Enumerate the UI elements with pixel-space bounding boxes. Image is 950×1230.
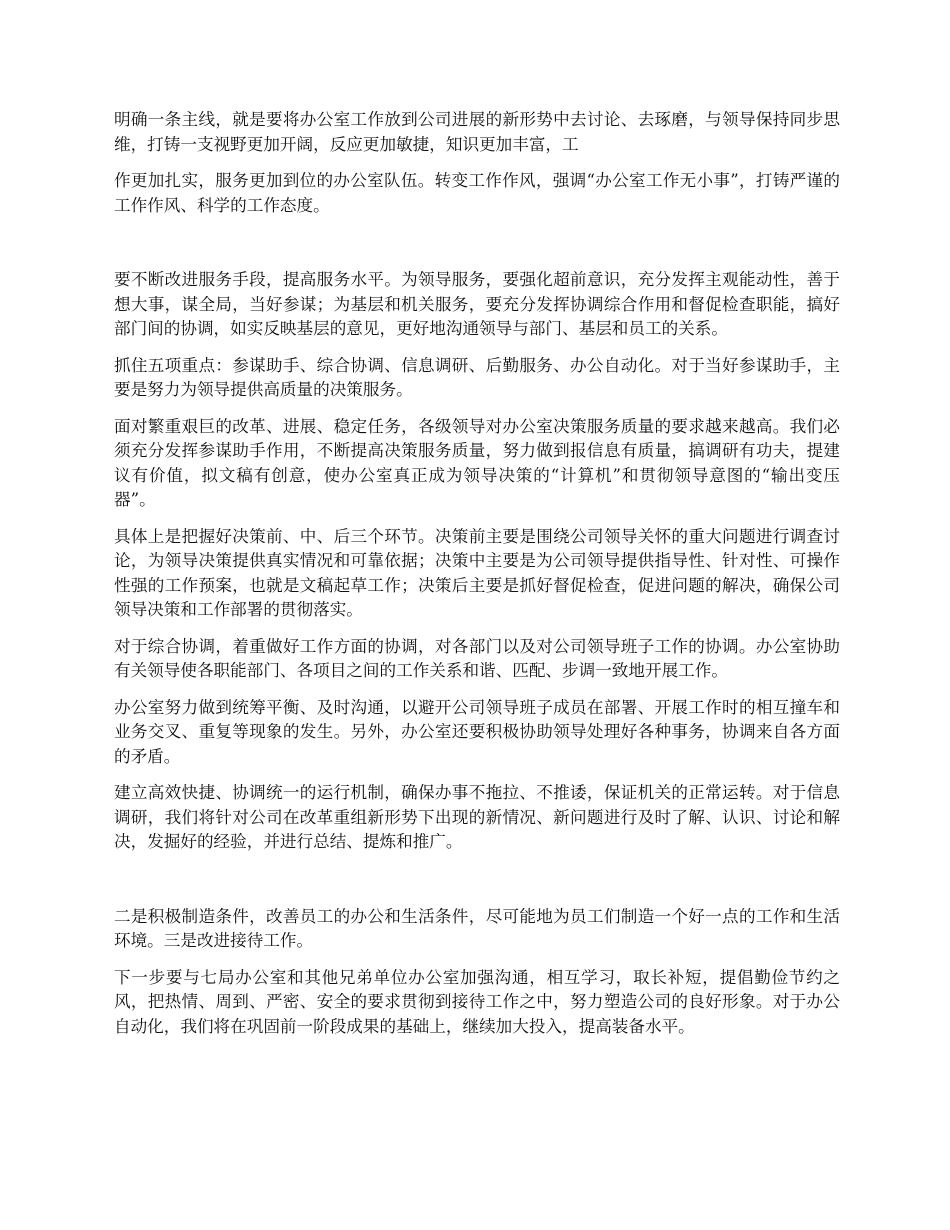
paragraph-decision-service: 面对繁重艰巨的改革、进展、稳定任务，各级领导对办公室决策服务质量的要求越来越高。我们必须充分发挥参谋助手作用，不断提高决策服务质量，努力做到报信息有质量，搞调研有功夫，提建议有价值，拟文稿有创意，使办公室真正成为领导决策的“计算机”和贯彻领导意图的“输出变压器”。 <box>114 416 840 509</box>
paragraph-mechanism: 建立高效快捷、协调统一的运行机制，确保办事不拖拉、不推诿，保证机关的正常运转。对于信息调研，我们将针对公司在改革重组新形势下出现的新情况、新问题进行及时了解、认识、讨论和解决，发掘好的经验，并进行总结、提炼和推广。 <box>114 783 840 851</box>
paragraph-main-line: 明确一条主线，就是要将办公室工作放到公司进展的新形势中去讨论、去琢磨，与领导保持同步思维，打铸一支视野更加开阔，反应更加敏捷，知识更加丰富，工 <box>114 110 840 154</box>
paragraph-work-style: 作更加扎实，服务更加到位的办公室队伍。转变工作作风，强调“办公室工作无小事”，打铸严谨的工作作风、科学的工作态度。 <box>114 171 840 215</box>
paragraph-three-stages: 具体上是把握好决策前、中、后三个环节。决策前主要是围绕公司领导关怀的重大问题进行调查讨论，为领导决策提供真实情况和可靠依据；决策中主要是为公司领导提供指导性、针对性、可操作性强的工作预案，也就是文稿起草工作；决策后主要是抓好督促检查，促进问题的解决，确保公司领导决策和工作部署的贯彻落实。 <box>114 526 840 619</box>
paragraph-gap <box>114 230 840 268</box>
paragraph-conditions: 二是积极制造条件，改善员工的办公和生活条件，尽可能地为员工们制造一个好一点的工作和生活环境。三是改进接待工作。 <box>114 906 840 950</box>
paragraph-balance: 办公室努力做到统筹平衡、及时沟通，以避开公司领导班子成员在部署、开展工作时的相互撞车和业务交叉、重复等现象的发生。另外，办公室还要积极协助领导处理好各种事务，协调来自各方面的矛盾。 <box>114 697 840 766</box>
paragraph-next-steps: 下一步要与七局办公室和其他兄弟单位办公室加强沟通，相互学习，取长补短，提倡勤俭节约之风，把热情、周到、严密、安全的要求贯彻到接待工作之中，努力塑造公司的良好形象。对于办公自动化，我们将在巩固前一阶段成果的基础上，继续加大投入，提高装备水平。 <box>114 967 840 1036</box>
paragraph-gap <box>114 867 840 905</box>
paragraph-service-level: 要不断改进服务手段，提高服务水平。为领导服务，要强化超前意识，充分发挥主观能动性，善于想大事，谋全局，当好参谋；为基层和机关服务，要充分发挥协调综合作用和督促检查职能，搞好部门间的协调，如实反映基层的意见，更好地沟通领导与部门、基层和员工的关系。 <box>114 270 840 338</box>
paragraph-five-focus: 抓住五项重点：参谋助手、综合协调、信息调研、后勤服务、办公自动化。对于当好参谋助手，主要是努力为领导提供高质量的决策服务。 <box>114 355 840 399</box>
paragraph-coordination: 对于综合协调，着重做好工作方面的协调，对各部门以及对公司领导班子工作的协调。办公室协助有关领导使各职能部门、各项目之间的工作关系和谐、匹配、步调一致地开展工作。 <box>114 636 840 680</box>
